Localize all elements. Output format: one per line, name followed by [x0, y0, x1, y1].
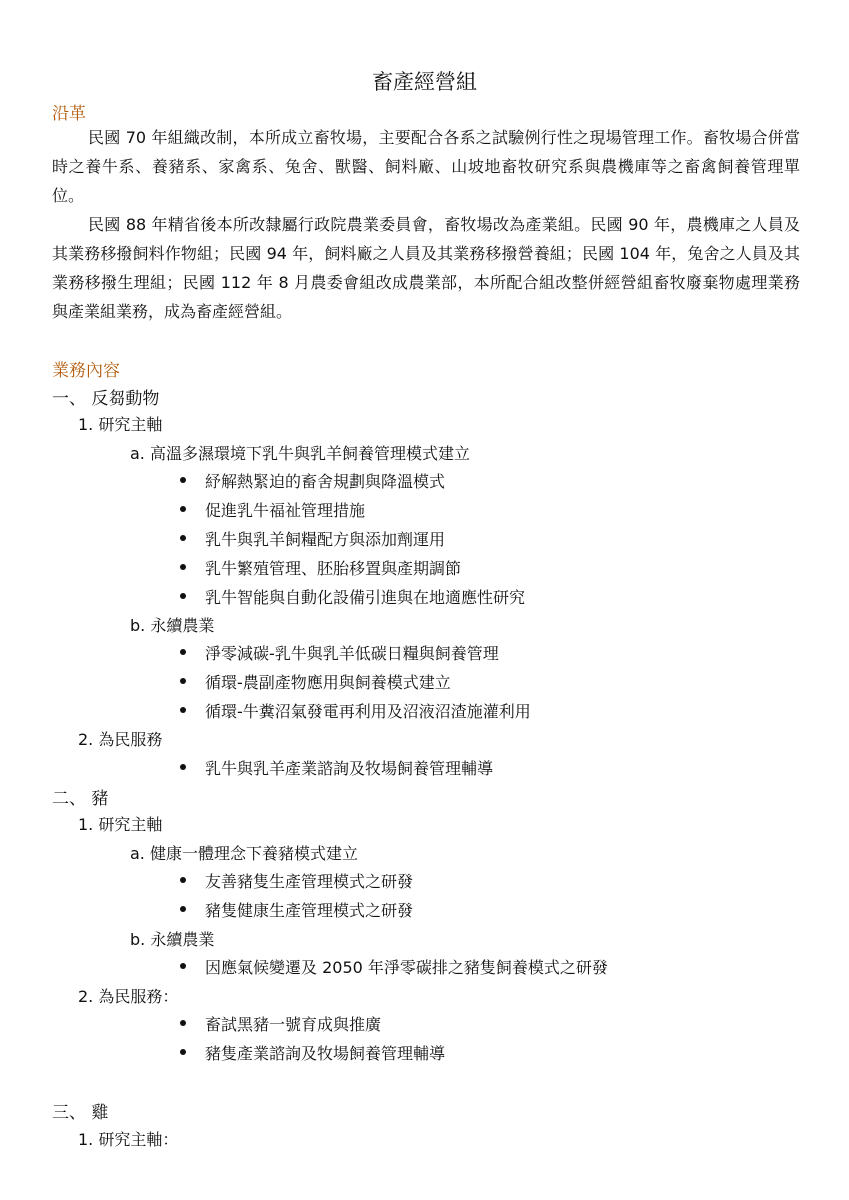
history-paragraph-1: 民國 70 年組織改制，本所成立畜牧場，主要配合各系之試驗例行性之現場管理工作。畜牧場合併當時之養牛系、養豬系、家禽系、兔舍、獸醫、飼料廠、山坡地畜牧研究系與農機庫等之畜禽飼養管理單位。 — [52, 128, 800, 205]
bullet-dot — [180, 477, 186, 483]
bullet-dot — [180, 963, 186, 969]
history-heading: 沿革 — [52, 104, 86, 124]
list-item: 因應氣候變遷及 2050 年淨零碳排之豬隻飼養模式之研發 — [205, 958, 608, 977]
bullet-dot — [180, 678, 186, 684]
section-ruminant: 一、 反芻動物 — [52, 389, 160, 409]
bullet-dot — [180, 877, 186, 883]
bullet-dot — [180, 906, 186, 912]
list-item: 紓解熱緊迫的畜舍規劃與降溫模式 — [205, 472, 446, 491]
section-chicken: 三、 雞 — [52, 1103, 109, 1123]
ruminant-sub-b: b. 永續農業 — [130, 616, 215, 635]
list-item: 循環-農副產物應用與飼養模式建立 — [205, 673, 451, 692]
business-heading: 業務內容 — [52, 361, 120, 381]
ruminant-public-service: 2. 為民服務 — [78, 730, 163, 749]
pig-sub-b: b. 永續農業 — [130, 930, 215, 949]
chicken-research-axis: 1. 研究主軸： — [78, 1130, 179, 1149]
bullet-dot — [180, 564, 186, 570]
ruminant-research-axis: 1. 研究主軸 — [78, 415, 163, 434]
bullet-dot — [180, 764, 186, 770]
bullet-dot — [180, 535, 186, 541]
pig-sub-a: a. 健康一體理念下養豬模式建立 — [130, 844, 358, 863]
list-item: 豬隻產業諮詢及牧場飼養管理輔導 — [205, 1044, 446, 1063]
page-title: 畜產經營組 — [372, 70, 477, 94]
list-item: 促進乳牛福祉管理措施 — [205, 501, 366, 520]
list-item: 淨零減碳-乳牛與乳羊低碳日糧與飼養管理 — [205, 644, 499, 663]
bullet-dot — [180, 1049, 186, 1055]
section-pig: 二、 豬 — [52, 789, 109, 809]
history-paragraph-2: 民國 88 年精省後本所改隸屬行政院農業委員會，畜牧場改為產業組。民國 90 年，農機庫之人員及其業務移撥飼料作物組；民國 94 年，飼料廠之人員及其業務移撥營養組；民國 104 年，兔舍之人員及其業務移撥生理組；民國 112 年 8 月農委會組改成農業部，本所配合組改整併經營組畜牧廢棄物處理業務與產業組業務，成為畜產經營組。 — [52, 215, 800, 321]
list-item: 循環-牛糞沼氣發電再利用及沼液沼渣施灌利用 — [205, 702, 531, 721]
list-item: 乳牛智能與自動化設備引進與在地適應性研究 — [205, 588, 526, 607]
list-item: 乳牛與乳羊產業諮詢及牧場飼養管理輔導 — [205, 759, 494, 778]
pig-research-axis: 1. 研究主軸 — [78, 815, 163, 834]
list-item: 乳牛與乳羊飼糧配方與添加劑運用 — [205, 530, 446, 549]
list-item: 友善豬隻生產管理模式之研發 — [205, 872, 414, 891]
bullet-dot — [180, 593, 186, 599]
bullet-dot — [180, 707, 186, 713]
list-item: 乳牛繁殖管理、胚胎移置與產期調節 — [205, 559, 462, 578]
pig-public-service: 2. 為民服務： — [78, 987, 179, 1006]
bullet-dot — [180, 506, 186, 512]
bullet-dot — [180, 1020, 186, 1026]
list-item: 豬隻健康生產管理模式之研發 — [205, 901, 414, 920]
ruminant-sub-a: a. 高溫多濕環境下乳牛與乳羊飼養管理模式建立 — [130, 444, 470, 463]
list-item: 畜試黑豬一號育成與推廣 — [205, 1015, 382, 1034]
bullet-dot — [180, 649, 186, 655]
